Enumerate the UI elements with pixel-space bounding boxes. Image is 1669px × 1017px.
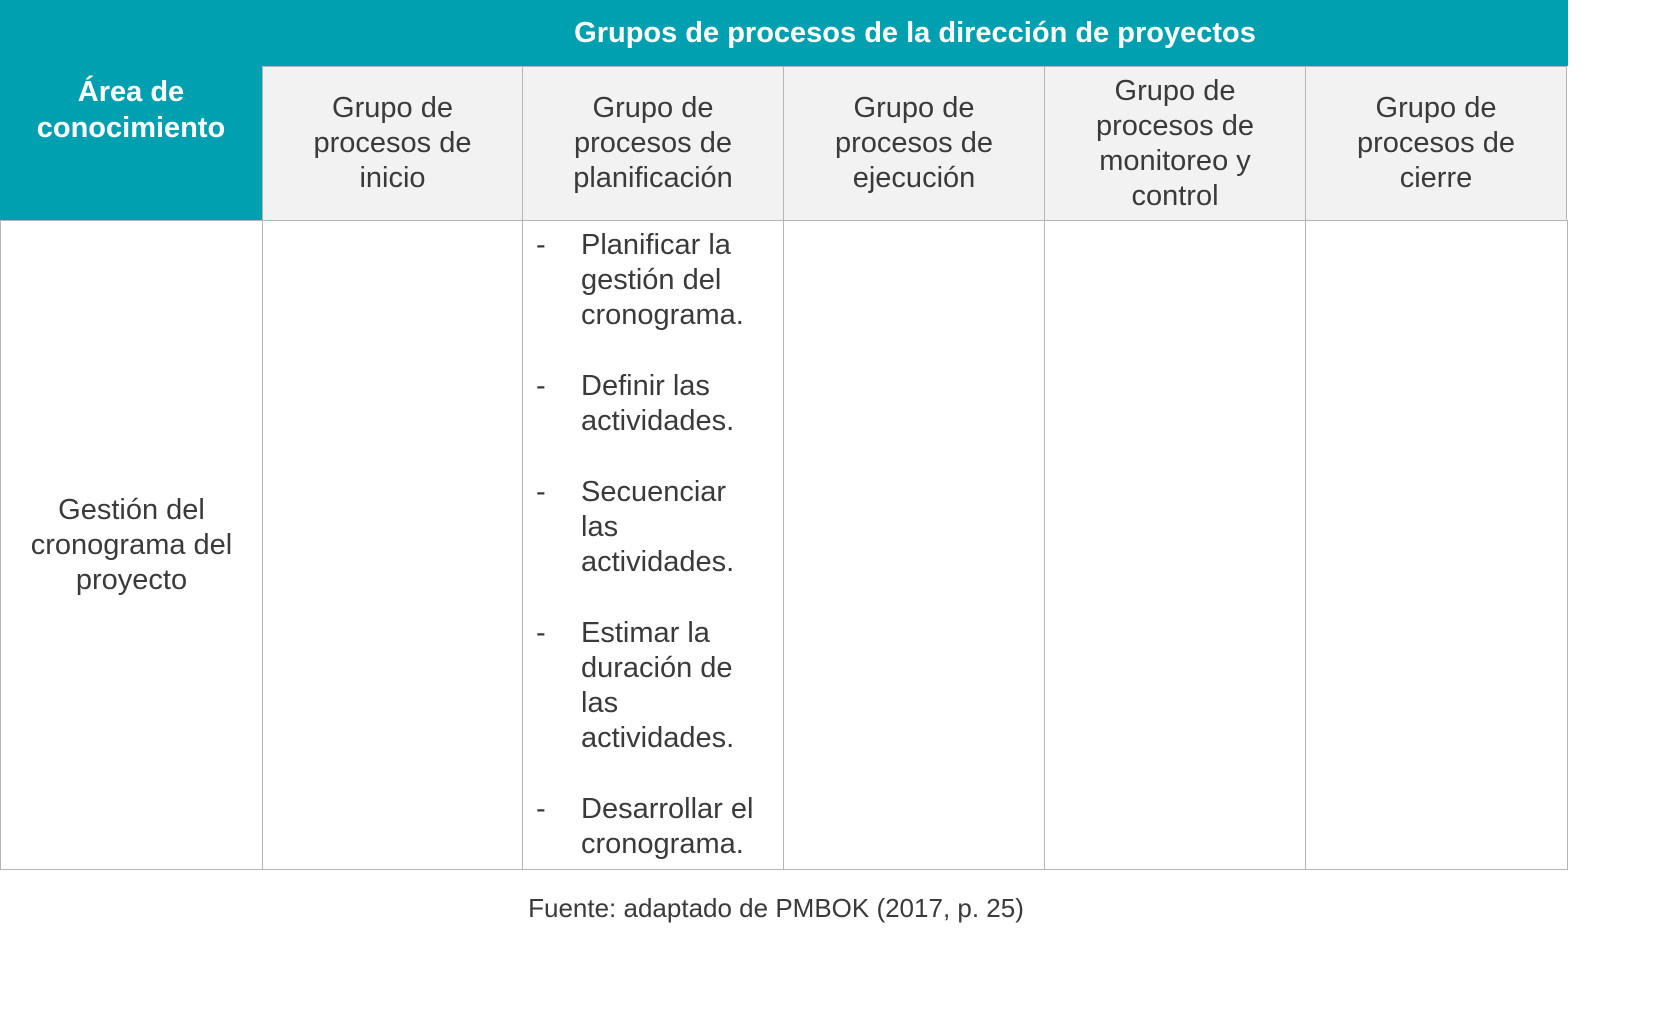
area-header-cell: [0, 0, 262, 220]
col-header-inicio: [262, 66, 523, 221]
source-caption: Fuente: adaptado de PMBOK (2017, p. 25): [528, 893, 1024, 923]
body-cell-ejecucion: [783, 220, 1045, 870]
bullet-dash: -: [536, 370, 546, 402]
col-header-planificacion: [522, 66, 784, 221]
area-body-text: Gestión del cronograma del proyecto: [30, 493, 233, 596]
col-header-text: Grupo de procesos de planificación: [573, 92, 733, 194]
col-header-text: Grupo de procesos de cierre: [1357, 92, 1515, 194]
col-header-text: Grupo de procesos de ejecución: [835, 92, 993, 194]
body-cell-inicio: [262, 220, 523, 870]
main-header-cell: [262, 0, 1568, 66]
body-cell-cierre: [1305, 220, 1568, 870]
list-item-text: Desarrollar el cronograma.: [581, 793, 754, 860]
list-item-text: Definir las actividades.: [581, 370, 735, 437]
list-item-text: Planificar la gestión del cronograma.: [581, 229, 744, 331]
area-header-text: Área de conocimiento: [36, 76, 226, 144]
list-item-text: Estimar la duración de las actividades.: [581, 617, 735, 754]
bullet-dash: -: [536, 617, 546, 649]
bullet-dash: -: [536, 229, 546, 261]
bullet-dash: -: [536, 476, 546, 508]
col-header-monitoreo: [1044, 66, 1306, 221]
col-header-text: Grupo de procesos de monitoreo y control: [1096, 74, 1254, 212]
body-cell-monitoreo: [1044, 220, 1306, 870]
list-item-text: Secuenciar las actividades.: [581, 476, 735, 578]
col-header-cierre: [1305, 66, 1567, 221]
area-body-cell: [0, 220, 263, 870]
bullet-dash: -: [536, 793, 546, 825]
main-header-text: Grupos de procesos de la dirección de proyectos: [574, 17, 1256, 49]
col-header-text: Grupo de procesos de inicio: [313, 92, 472, 194]
col-header-ejecucion: [783, 66, 1045, 221]
planificacion-list: [522, 220, 784, 870]
